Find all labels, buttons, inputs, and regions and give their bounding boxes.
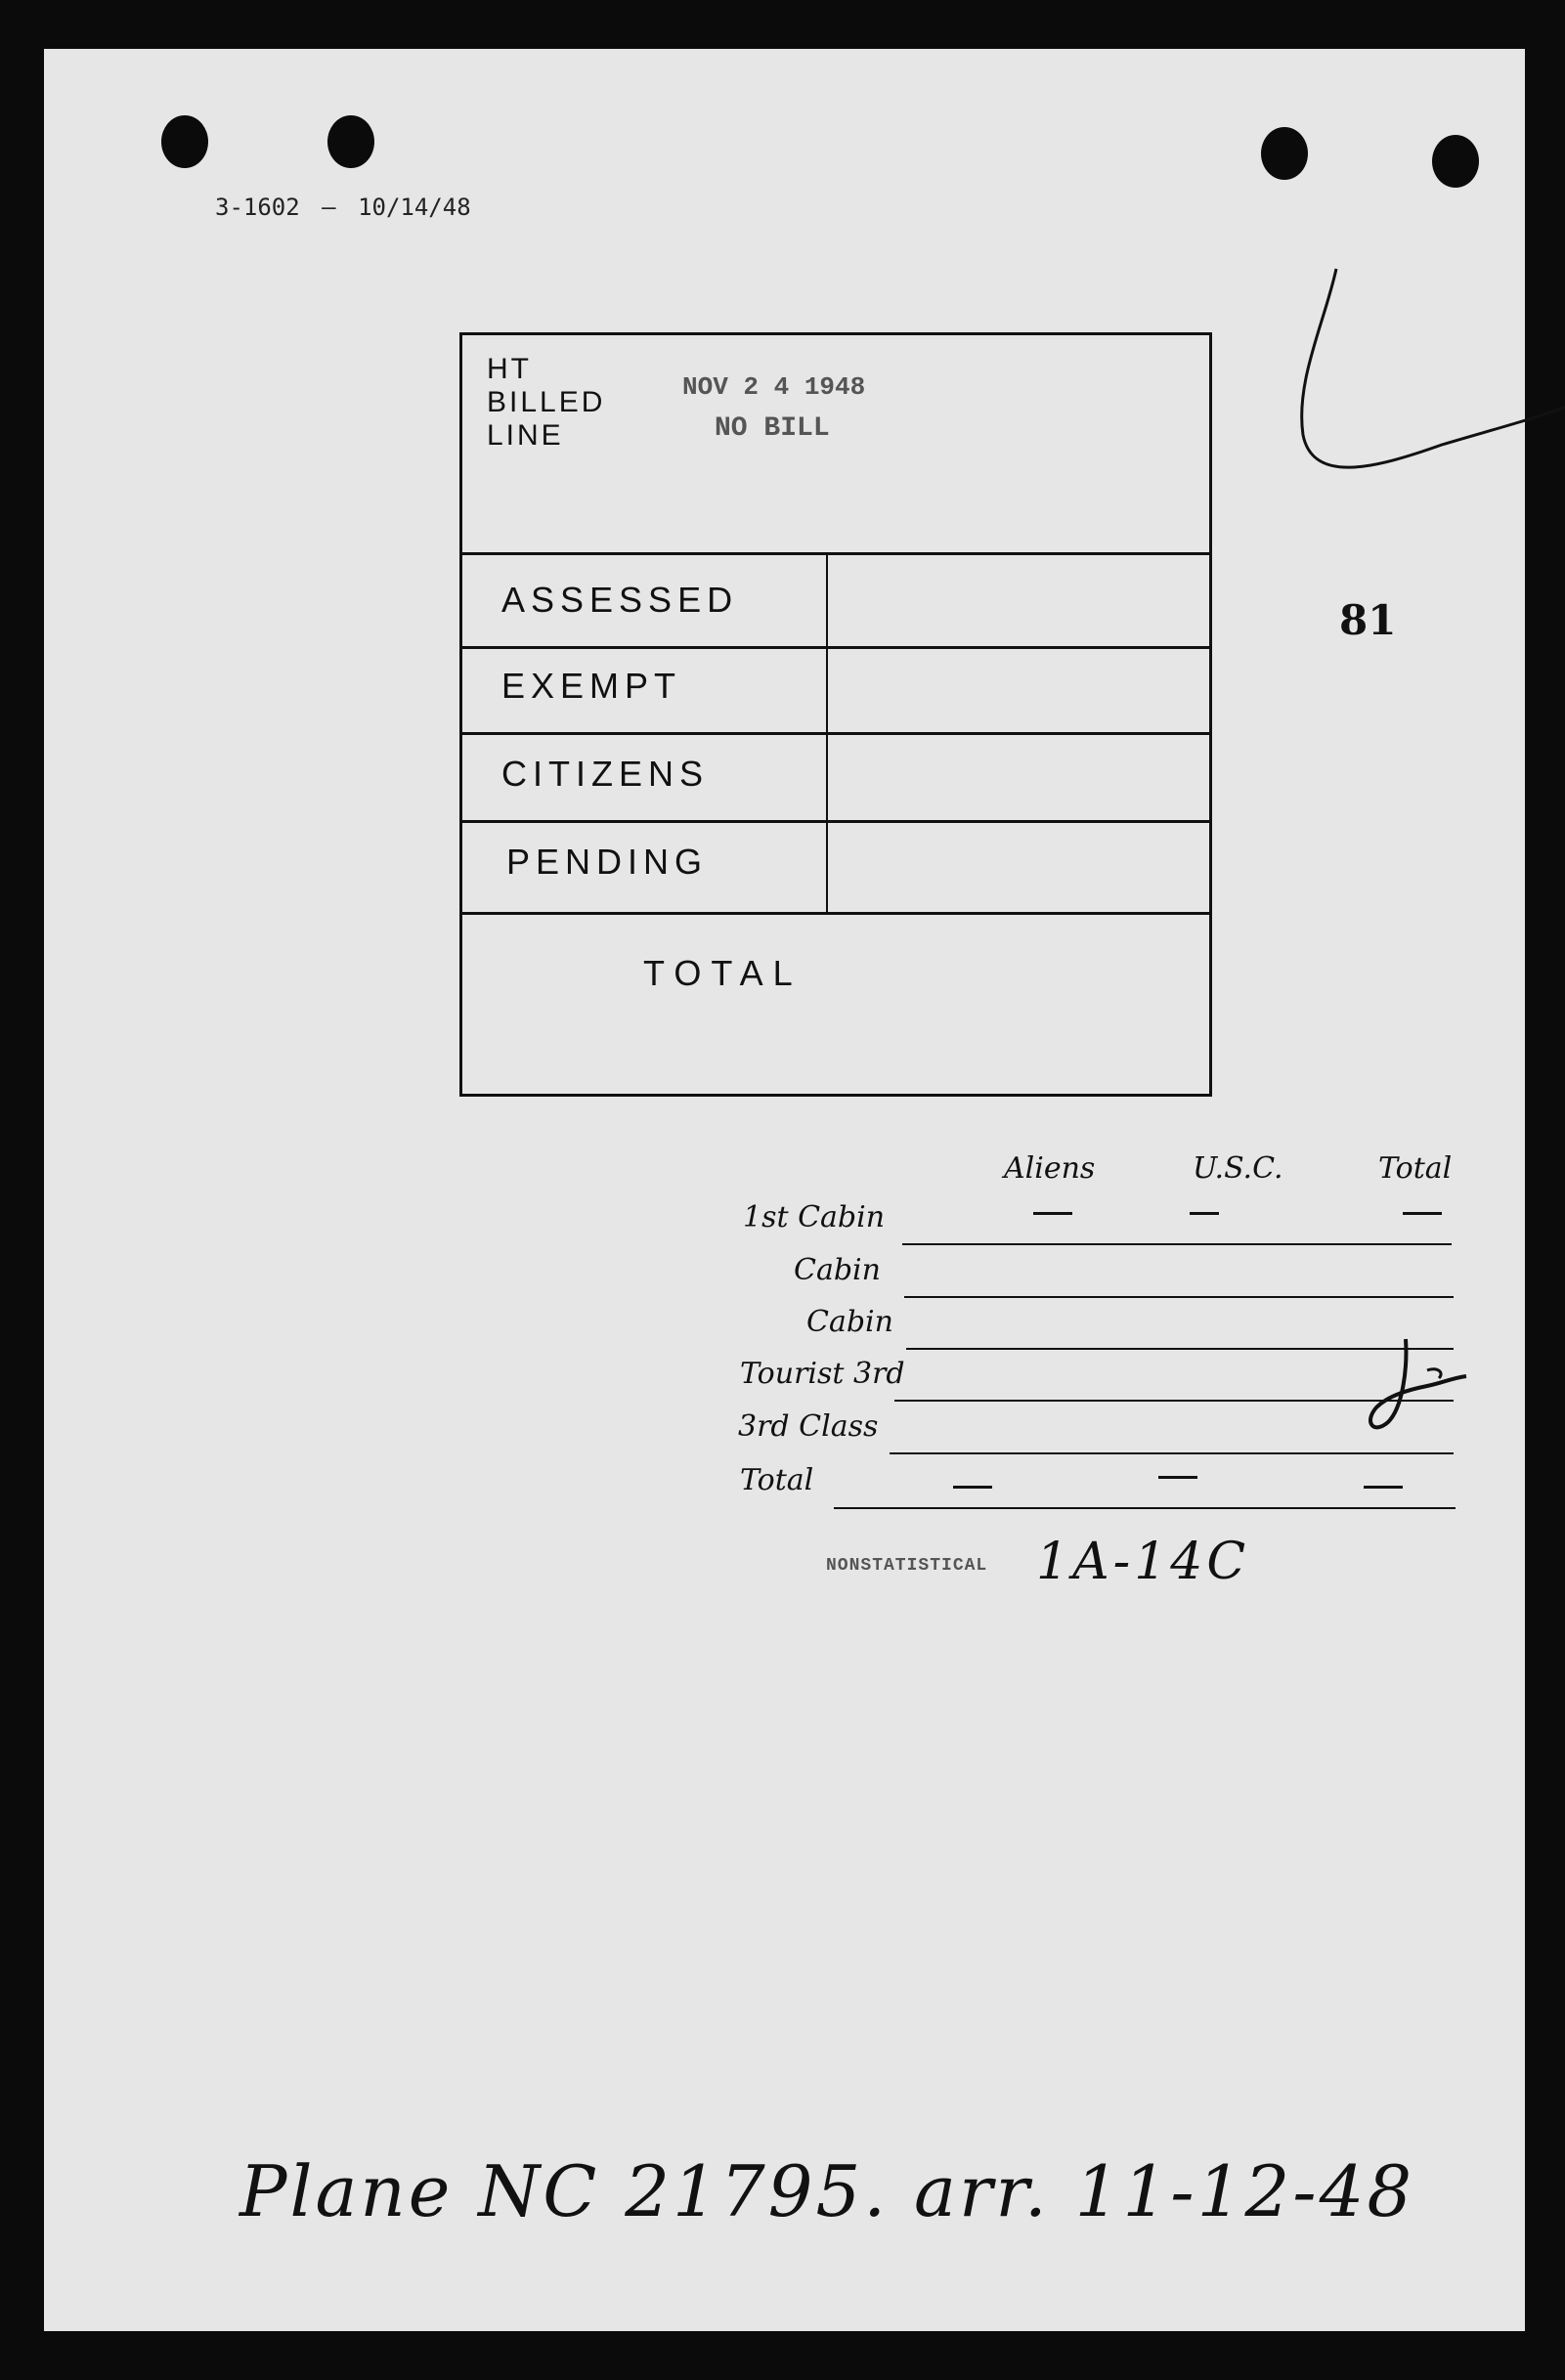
row-cabin: Cabin xyxy=(794,1253,881,1287)
entry-line xyxy=(902,1243,1452,1245)
billing-box xyxy=(459,332,1212,1097)
row-3rd-class: 3rd Class xyxy=(738,1409,879,1444)
col-usc: U.S.C. xyxy=(1193,1151,1283,1186)
entry-line xyxy=(890,1452,1454,1454)
dash-mark xyxy=(1403,1212,1442,1215)
punch-hole-3 xyxy=(1261,127,1308,180)
total-label: TOTAL xyxy=(643,953,803,993)
billed-line-3: LINE xyxy=(487,419,564,452)
punch-hole-2 xyxy=(327,115,374,168)
classification-code: 1A-14C xyxy=(1036,1533,1250,1591)
form-ref: 3-1602 xyxy=(215,194,300,221)
initials-signature xyxy=(1359,1329,1486,1447)
row-exempt: EXEMPT xyxy=(501,666,682,706)
form-date: 10/14/48 xyxy=(358,194,471,221)
divider xyxy=(462,646,1209,649)
divider xyxy=(462,552,1209,555)
footer-note: Plane NC 21795. arr. 11-12-48 xyxy=(239,2150,1415,2232)
row-pending: PENDING xyxy=(506,842,709,882)
divider xyxy=(462,732,1209,735)
row-cabin-2: Cabin xyxy=(806,1305,893,1339)
row-assessed: ASSESSED xyxy=(501,580,739,620)
billed-line-2: BILLED xyxy=(487,386,606,418)
dash-mark xyxy=(1158,1476,1197,1479)
col-aliens: Aliens xyxy=(1004,1151,1096,1186)
row-tourist-3rd: Tourist 3rd xyxy=(740,1357,905,1391)
header-dash: — xyxy=(322,194,336,221)
row-citizens: CITIZENS xyxy=(501,754,710,794)
document-page xyxy=(44,49,1525,2331)
billed-line-label xyxy=(487,353,605,453)
col-total: Total xyxy=(1378,1151,1453,1186)
divider xyxy=(462,820,1209,823)
dash-mark xyxy=(1190,1212,1219,1215)
dash-mark xyxy=(1033,1212,1072,1215)
page-number: 81 xyxy=(1339,596,1397,644)
form-header xyxy=(215,194,471,221)
column-divider xyxy=(826,552,828,914)
dash-mark xyxy=(1364,1486,1403,1489)
punch-hole-4 xyxy=(1432,135,1479,188)
entry-line xyxy=(904,1296,1454,1298)
checkmark-icon xyxy=(1246,264,1565,557)
nonstatistical-stamp: NONSTATISTICAL xyxy=(826,1556,988,1576)
billed-line-1: HT xyxy=(487,353,532,385)
row-total: Total xyxy=(740,1463,814,1497)
entry-line xyxy=(834,1507,1456,1509)
divider xyxy=(462,912,1209,915)
stamp-date: NOV 2 4 1948 xyxy=(682,372,866,402)
dash-mark xyxy=(953,1486,992,1489)
punch-hole-1 xyxy=(161,115,208,168)
stamp-no-bill: NO BILL xyxy=(715,413,830,444)
row-1st-cabin: 1st Cabin xyxy=(743,1200,886,1234)
